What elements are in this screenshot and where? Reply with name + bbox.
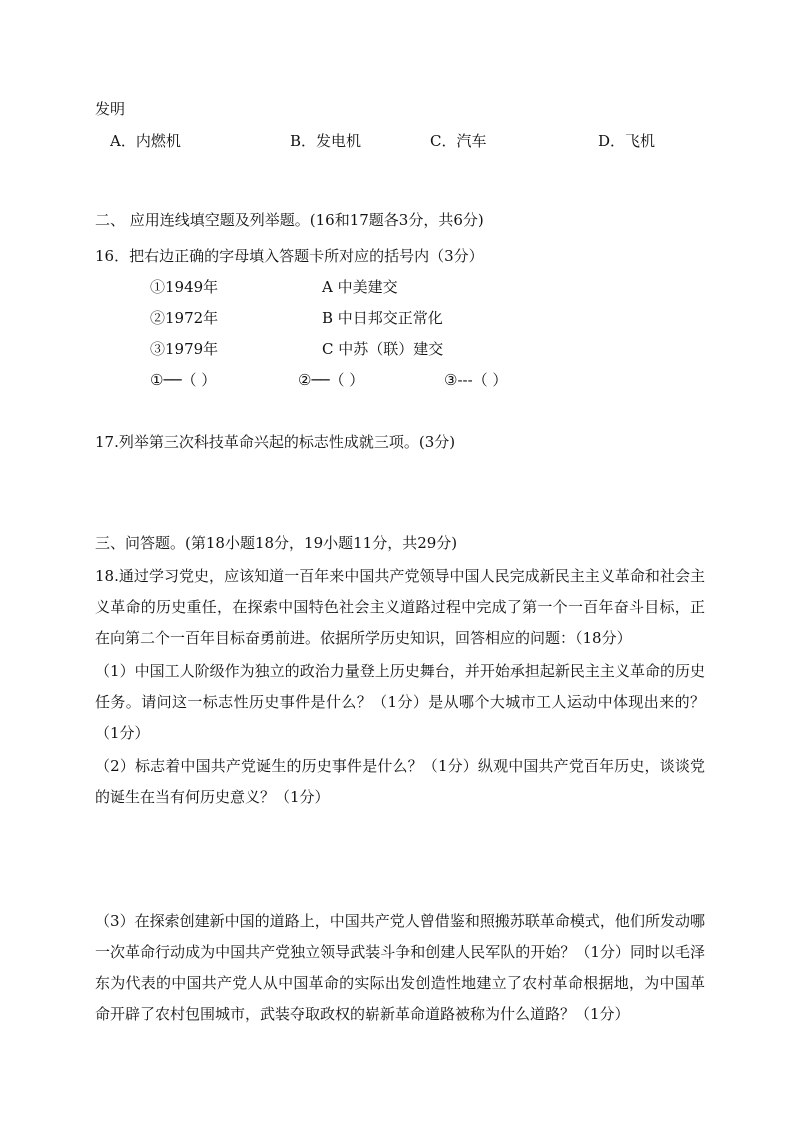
section2-heading: 二、 应用连线填空题及列举题。(16和17题各3分，共6分) <box>95 211 484 229</box>
q15-option-b: B．发电机 <box>290 132 362 150</box>
q18-intro: 18.通过学习党史，应该知道一百年来中国共产党领导中国人民完成新民主主义革命和社会主义革命的历史重任，在探索中国特色社会主义道路过程中完成了第一个一百年奋斗目标，正在向第二个一百年目标奋勇前进。依据所学历史知识，回答相应的问题：（18分） <box>95 567 705 647</box>
q18-part-3: （3）在探索创建新中国的道路上，中国共产党人曾借鉴和照搬苏联革命模式，他们所发动哪一次革命行动成为中国共产党独立领导武装斗争和创建人民军队的开始？（1分）同时以毛泽东为代表的中国共产党人从中国革命的实际出发创造性地建立了农村革命根据地，为中国革命开辟了农村包围城市，武装夺取政权的崭新革命道路被称为什么道路？（1分） <box>95 912 705 1023</box>
q15-option-c: C．汽车 <box>430 132 487 150</box>
q17-prompt: 17.列举第三次科技革命兴起的标志性成就三项。(3分) <box>95 433 456 451</box>
q16-left-item-3: ③1979年 <box>150 340 219 358</box>
q16-left-item-1: ①1949年 <box>150 278 219 296</box>
q16-prompt: 16．把右边正确的字母填入答题卡所对应的括号内（3分） <box>95 247 484 265</box>
q15-option-a: A．内燃机 <box>110 132 181 150</box>
q15-option-d: D．飞机 <box>598 132 656 150</box>
q15-tail: 发明 <box>95 100 126 118</box>
q16-right-item-c: C 中苏（联）建交 <box>322 340 444 358</box>
q18-part-1: （1）中国工人阶级作为独立的政治力量登上历史舞台，并开始承担起新民主主义革命的历史任务。请问这一标志性历史事件是什么？（1分）是从哪个大城市工人运动中体现出来的？（1分） <box>95 662 705 742</box>
q16-answer-3: ③---（ ） <box>444 371 508 389</box>
q18-part-2: （2）标志着中国共产党诞生的历史事件是什么？（1分）纵观中国共产党百年历史，谈谈党的诞生在当有何历史意义？（1分） <box>95 757 705 806</box>
q16-right-item-b: B 中日邦交正常化 <box>322 309 443 327</box>
q16-left-item-2: ②1972年 <box>150 309 219 327</box>
q16-answer-1: ①──（ ） <box>150 371 217 389</box>
q16-right-item-a: A 中美建交 <box>322 278 398 296</box>
q16-answer-2: ②──（ ） <box>298 371 365 389</box>
section3-heading: 三、问答题。(第18小题18分，19小题11分，共29分) <box>95 534 458 552</box>
